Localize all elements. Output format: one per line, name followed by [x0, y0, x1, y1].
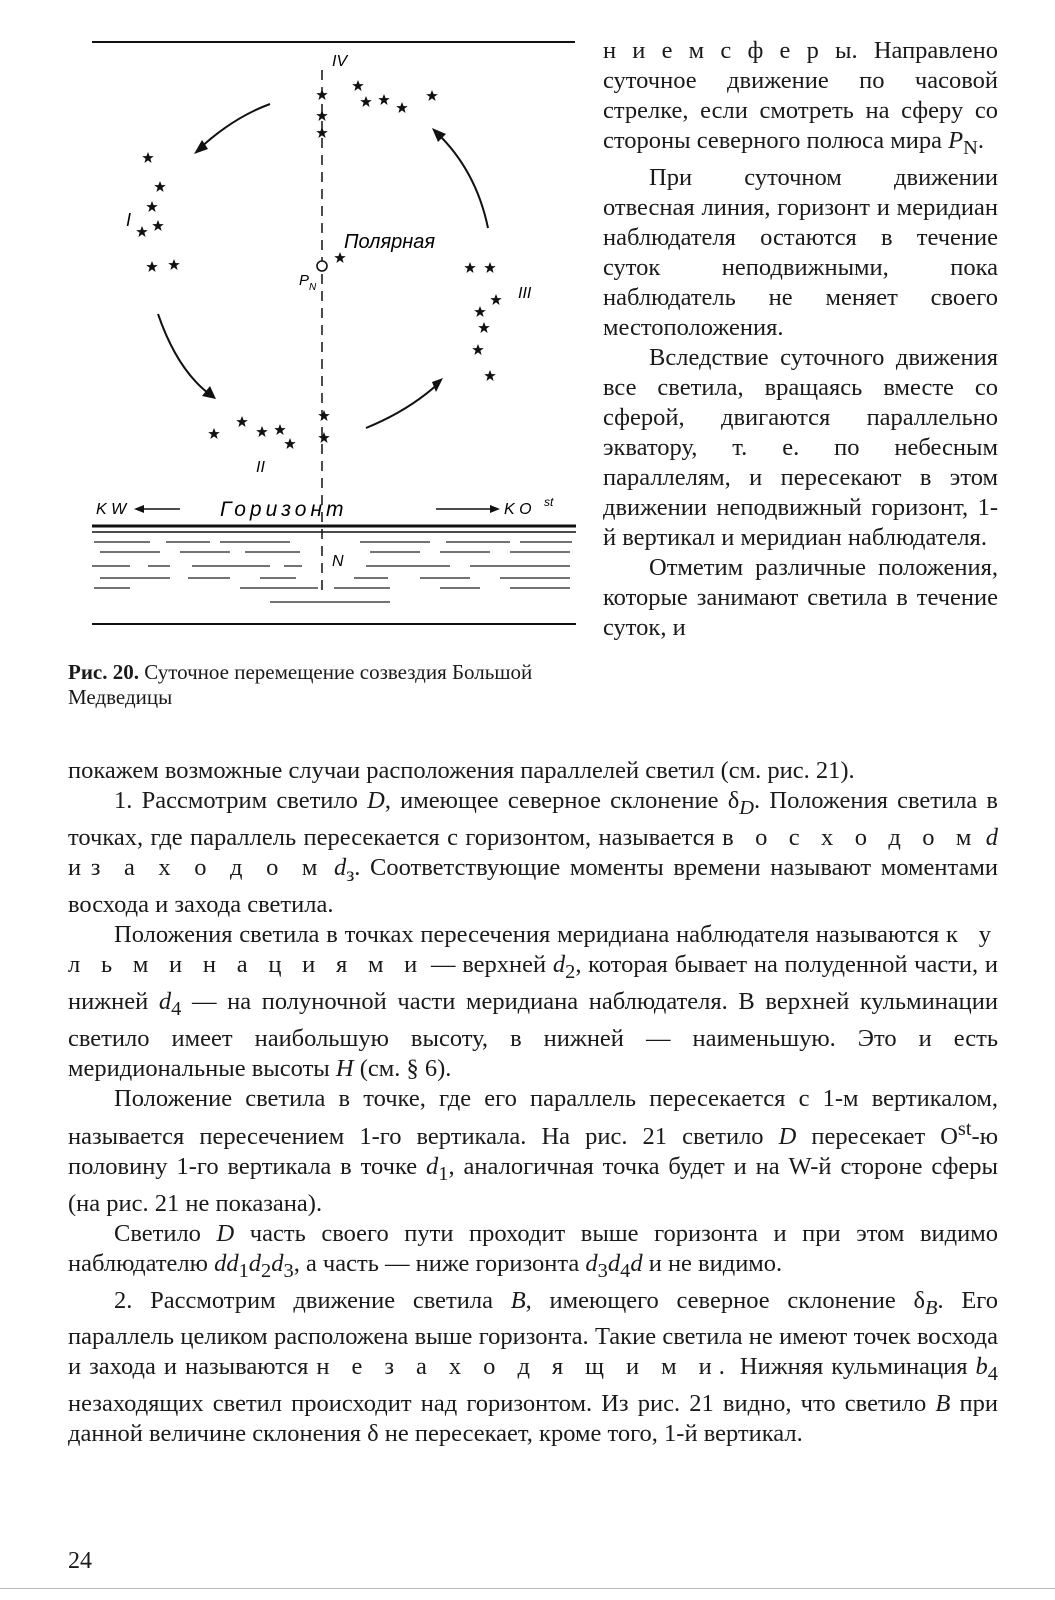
paragraph-1 [68, 786, 998, 920]
subscript: N [963, 136, 978, 159]
text-span: не пересекает, кроме того, 1-й вертикал. [378, 1420, 803, 1448]
text-span: Нижняя кульминация [731, 1353, 976, 1381]
symbol: D [367, 787, 385, 814]
label-kw: K W [96, 501, 127, 518]
label-pn: P [299, 272, 310, 289]
text-span: (см. § 6). [353, 1054, 452, 1082]
figure-20 [70, 30, 590, 650]
label-polaris: Полярная [344, 231, 436, 253]
paragraph-2 [68, 920, 998, 1084]
text-span: — на полуночной части меридиана наблюдателя. В верхней кульминации светило имеет наибольшую высоту, в нижней — наименьшую. Это и есть меридиональные высоты [68, 987, 999, 1082]
label-iii: III [518, 285, 532, 302]
text-span: — верхней [424, 950, 553, 978]
caption-text: Суточное перемещение созвездия Большой Медведицы [68, 660, 533, 709]
subscript: 4 [620, 1259, 631, 1282]
text-span: и не видимо. [642, 1249, 783, 1277]
symbol: δ [367, 1420, 379, 1448]
subscript: 2 [261, 1259, 272, 1282]
text-span: , которая бывает на полуденной части, и нижней [68, 950, 998, 1015]
page-number: 24 [68, 1548, 92, 1574]
symbol: P [948, 127, 964, 154]
text-span: -ю половину 1-го вертикала в точке [68, 1122, 998, 1180]
symbol: D [216, 1219, 235, 1247]
text-span: Светило [114, 1219, 217, 1247]
bottom-edge-line [0, 1588, 1055, 1589]
figure-20-drawing [70, 30, 590, 650]
label-ii: II [256, 459, 265, 476]
symbol: d [607, 1249, 621, 1277]
label-iv: IV [332, 53, 348, 70]
text-span: пересекает O [796, 1122, 958, 1150]
text-span: Направлено суточное движение по часовой стрелке, если смотреть на сферу со стороны северного полюса мира [603, 37, 999, 154]
spaced-term: н е з а х о д я щ и м и. [316, 1353, 732, 1381]
text-span: , имеющее северное склонение [384, 787, 728, 814]
symbol: d [248, 1249, 262, 1277]
paragraph-r4: Отметим различные положения, которые занимают светила в течение суток, и [603, 553, 998, 641]
text-span: часть своего пути проходит выше горизонта и при этом видимо наблюдателю [68, 1219, 998, 1277]
text-span: Положения светила в точках пересечения меридиана наблюдателя называются [114, 920, 947, 948]
spaced-term: к у л ь м и н а ц и я м и [68, 920, 998, 978]
text-span: Положение светила в точке, где его параллель пересекается с 1-м вертикалом, называется пересечением 1-го вертикала. На рис. 21 светило [68, 1084, 998, 1150]
text-span: , имеющего северное склонение [525, 1286, 914, 1314]
symbol: d [324, 853, 347, 881]
paragraph-r1 [603, 36, 998, 163]
text-span: . Его параллель целиком расположена выше горизонта. Такие светила не имеют точек восхода и захода и называются [68, 1286, 998, 1381]
paragraph-f0: покажем возможные случаи расположения параллелей светил (см. рис. 21). [68, 757, 855, 784]
label-i: I [126, 210, 132, 230]
superscript: st [957, 1117, 972, 1140]
figure-caption [68, 660, 588, 710]
text-span: . [977, 127, 984, 154]
paragraph-5 [68, 1286, 998, 1450]
symbol: d [630, 1249, 643, 1277]
label-pn-sub: N [309, 282, 317, 293]
label-kost-sup: st [544, 495, 554, 509]
text-span: незаходящих светил происходит над горизонтом. Из рис. 21 видно, что светило [68, 1390, 936, 1418]
text-span: . Положения светила в точках, где параллель пересекается с горизонтом, называется [68, 787, 998, 851]
subscript: 2 [565, 960, 576, 983]
label-horizon: Горизонт [220, 498, 348, 521]
paragraph-r3: Вследствие суточного движения все светила, вращаясь вместе со сферой, двигаются параллельно экватору, т. е. по небесным параллелям, и пересекают в этом движении неподвижный горизонт, 1-й вертикал и меридиан наблюдателя. [603, 343, 998, 551]
paragraph-4 [68, 1219, 998, 1286]
subscript: 4 [987, 1363, 998, 1386]
label-kost: K O [504, 501, 532, 518]
subscript: з [346, 863, 355, 886]
symbol: d [158, 987, 172, 1015]
caption-label: Рис. 20. [68, 660, 139, 684]
paragraph-r2: При суточном движении отвесная линия, горизонт и меридиан наблюдателя остаются в течение суток неподвижными, пока наблюдатель не меняет своего местоположения. [603, 163, 998, 341]
subscript: 1 [438, 1162, 449, 1185]
subscript: 4 [171, 997, 182, 1020]
spaced-term: в о с х о д о м [722, 823, 979, 851]
paragraph-3 [68, 1084, 998, 1219]
symbol: D [778, 1122, 797, 1150]
symbol: d [585, 1249, 598, 1277]
symbol: dd [214, 1249, 239, 1277]
right-column-text [603, 36, 998, 643]
symbol: H [335, 1054, 354, 1082]
symbol: B [935, 1390, 951, 1418]
spaced-term: н и е м с ф е р ы. [603, 37, 858, 64]
symbol: d [552, 950, 566, 978]
text-span: 2. Рассмотрим движение светила [114, 1286, 511, 1314]
symbol: d [271, 1249, 284, 1277]
text-span: 1. Рассмотрим светило [114, 787, 368, 814]
subscript: D [739, 796, 755, 819]
spaced-term: з а х о д о м [90, 853, 325, 881]
subscript: B [925, 1296, 938, 1319]
full-width-text [68, 756, 998, 1449]
symbol: d [978, 823, 999, 851]
text-span: при данной величине склонения [68, 1390, 998, 1448]
pole-circle [317, 261, 327, 271]
symbol: b [975, 1353, 988, 1381]
symbol: δ [913, 1286, 925, 1314]
symbol: d [426, 1152, 439, 1180]
text-span: , аналогичная точка будет и на W-й стороне сферы (на рис. 21 не показана). [68, 1152, 998, 1217]
text-span: и [68, 853, 91, 881]
label-n: N [332, 553, 344, 570]
symbol: B [510, 1286, 526, 1314]
subscript: 3 [283, 1259, 294, 1282]
text-span: . Соответствующие моменты времени называют моментами восхода и захода светила. [68, 853, 998, 918]
text-span: , а часть — ниже горизонта [293, 1249, 586, 1277]
symbol: δ [727, 787, 740, 814]
subscript: 3 [597, 1259, 608, 1282]
subscript: 1 [238, 1259, 249, 1282]
